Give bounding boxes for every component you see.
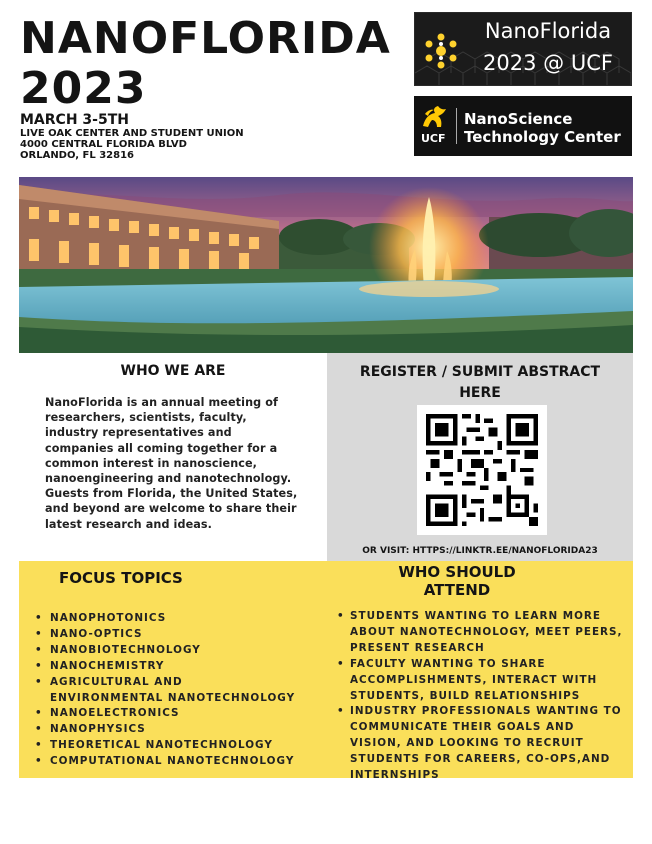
- register-heading[interactable]: REGISTER / SUBMIT ABSTRACT HERE: [359, 364, 601, 401]
- event-title: [20, 14, 391, 114]
- list-item: • NANO-OPTICS: [35, 627, 297, 643]
- list-item: • NANOBIOTECHNOLOGY: [35, 643, 297, 659]
- list-item: • THEORETICAL NANOTECHNOLOGY: [35, 738, 297, 754]
- attend-heading-line-1: WHO SHOULD: [398, 563, 516, 581]
- address-line-3: ORLANDO, FL 32816: [20, 150, 135, 161]
- topics-attendance-section: [19, 561, 633, 782]
- nanoscience-center-logo: [414, 96, 632, 156]
- list-item: • NANOPHYSICS: [35, 722, 297, 738]
- logo-event-year: 2023 @ UCF: [483, 51, 613, 75]
- list-item: • AGRICULTURAL AND ENVIRONMENTAL NANOTECHNOLOGY: [35, 675, 297, 707]
- campus-photo-illustration: [19, 177, 633, 353]
- list-item: • NANOELECTRONICS: [35, 706, 297, 722]
- campus-fountain-photo: [19, 177, 633, 353]
- who-we-are-heading: WHO WE ARE: [120, 363, 226, 379]
- center-name-line-1: NanoScience: [464, 110, 573, 128]
- list-item: • NANOPHOTONICS: [35, 611, 297, 627]
- register-section: [327, 353, 633, 561]
- qr-code[interactable]: [417, 405, 547, 535]
- list-item: • INDUSTRY PROFESSIONALS WANTING TO COMMUNICATE THEIR GOALS AND VISION, AND LOOKING TO RECRUIT STUDENTS FOR CAREERS, CO-OPS,AND INTERNSHIPS: [337, 704, 627, 784]
- who-we-are-body: NanoFlorida is an annual meeting of researchers, scientists, faculty, industry representatives and companies all coming together for a common interest in nanoscience, nanoengineering and nanotechnology. Guests from Florida, the United States, and beyond are welcome to share their latest research and ideas.: [45, 396, 298, 531]
- list-item: • FACULTY WANTING TO SHARE ACCOMPLISHMENTS, INTERACT WITH STUDENTS, BUILD RELATIONSHIPS: [337, 657, 627, 705]
- center-name-line-2: Technology Center: [464, 128, 621, 146]
- who-we-are-section: [19, 353, 327, 561]
- title-line-2: 2023: [20, 63, 147, 114]
- focus-topics-heading: FOCUS TOPICS: [59, 569, 183, 587]
- list-item: • NANOCHEMISTRY: [35, 659, 297, 675]
- molecule-icon: [421, 31, 461, 71]
- focus-topics-list: [35, 611, 297, 770]
- register-link[interactable]: OR VISIT: HTTPS://LINKTR.EE/NANOFLORIDA23: [362, 546, 598, 556]
- logo-divider: [456, 108, 457, 144]
- ucf-label: UCF: [421, 132, 446, 145]
- attend-heading-line-2: ATTEND: [423, 581, 491, 599]
- list-item: • COMPUTATIONAL NANOTECHNOLOGY: [35, 754, 297, 770]
- list-item: • STUDENTS WANTING TO LEARN MORE ABOUT NANOTECHNOLOGY, MEET PEERS, PRESENT RESEARCH: [337, 609, 627, 657]
- address-line-1: LIVE OAK CENTER AND STUDENT UNION: [20, 128, 244, 139]
- who-should-attend-heading: [364, 563, 550, 599]
- logo-event-name: NanoFlorida: [484, 19, 612, 43]
- who-should-attend-list: [337, 609, 627, 784]
- nanoflorida-logo: [414, 12, 632, 86]
- address-line-2: 4000 CENTRAL FLORIDA BLVD: [20, 139, 187, 150]
- event-dates: MARCH 3-5TH: [20, 112, 129, 128]
- pegasus-icon: [419, 104, 449, 130]
- title-line-1: NANOFLORIDA: [20, 13, 391, 64]
